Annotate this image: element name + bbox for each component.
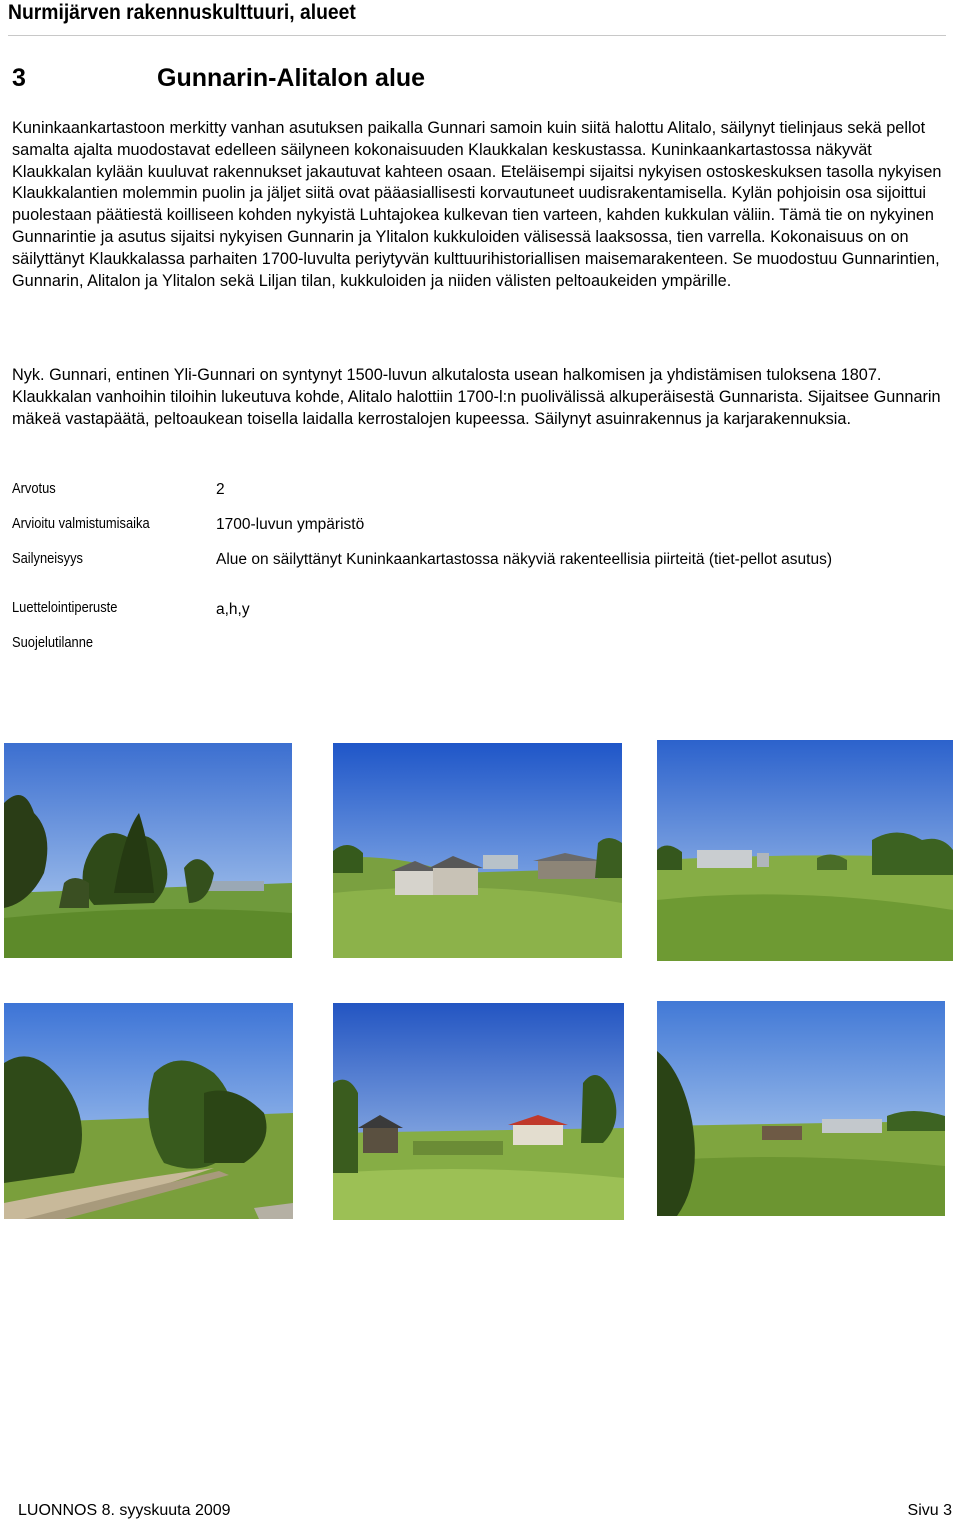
paragraph-text: Kuninkaankartastoon merkitty vanhan asutuksen paikalla Gunnari samoin kuin siitä halottu Alitalo, säilynyt tielinjaus sekä pellot samalta ajalta muodostavat edelleen säilyneen kokonaisuuden Klaukkalan keskustassa. Kuninkaankartastossa näkyvät Klaukkalan kylään kuuluvat rakennukset jakautuvat kahteen osaan. Eteläisempi sijaitsi nykyisen ostoskeskuksen tasolla nykyisen Klaukkalantien molemmin puolin ja jäljet siitä ovat pääasiallisesti korvautuneet uudisrakentamisella. Kylän pohjoisin osa sijoittui puolestaan päätiestä koilliseen kohden nykyistä Luhtajokea kulkevan tien varteen, kahden kukkulan väliin. Tämä tie on nykyinen Gunnarintie ja asutus sijaitsi nykyisen Gunnarin ja Ylitalon kukkuloiden välisessä laaksossa, tien varrella. Kokonaisuus on on säilyttänyt Klaukkalassa parhaiten 1700-luvulta periytyvän kulttuurihistoriallisen maisemarakenteen. Se muodostuu Gunnarintien, Gunnarin, Alitalon ja Ylitalon sekä Liljan tilan, kukkuloiden ja niiden välisten peltoaukeiden ympärille.	[12, 119, 942, 290]
attr-value-luettelointiperuste: a,h,y	[216, 601, 250, 618]
header-divider	[8, 35, 946, 36]
attr-label-valmistumisaika: Arvioitu valmistumisaika	[12, 515, 150, 532]
attr-label-suojelutilanne: Suojelutilanne	[12, 634, 94, 651]
attr-value-arvotus: 2	[216, 481, 225, 498]
section-title: Gunnarin-Alitalon alue	[157, 64, 426, 92]
document-header-title: Nurmijärven rakennuskulttuuri, alueet	[8, 1, 356, 24]
attr-label-sailyneisyys: Sailyneisyys	[12, 550, 83, 567]
attr-value-valmistumisaika: 1700-luvun ympäristö	[216, 516, 365, 533]
attr-label-luettelointiperuste: Luettelointiperuste	[12, 599, 118, 616]
photo-dirt-road	[4, 1003, 293, 1219]
paragraph-text: Nyk. Gunnari, entinen Yli-Gunnari on syntynyt 1500-luvun alkutalosta usean halkomisen ja yhdistämisen tuloksena 1807. Klaukkalan vanhoihin tiloihin lukeutuva kohde, Alitalo halottiin 1700-l:n puolivälissä alkuperäisestä Gunnarista. Sijaitsee Gunnarin mäkeä vastapäätä, peltoaukean toisella laidalla kerrostalojen kupeessa. Säilynyt asuinrakennus ja karjarakennuksia.	[12, 366, 941, 428]
description-paragraph-2	[12, 365, 952, 430]
attr-label-arvotus: Arvotus	[12, 480, 56, 497]
section-number: 3	[12, 64, 26, 92]
description-paragraph-1	[12, 118, 952, 292]
footer-page-number: Sivu 3	[907, 1502, 952, 1519]
photo-meadow-apartments	[657, 740, 953, 961]
photo-field-town	[657, 1001, 945, 1216]
photo-red-roof-house	[333, 1003, 624, 1220]
footer-draft-date: LUONNOS 8. syyskuuta 2009	[18, 1502, 231, 1519]
attr-value-sailyneisyys: Alue on säilyttänyt Kuninkaankartastossa näkyviä rakenteellisia piirteitä (tiet-pellot asutus)	[216, 551, 833, 568]
photo-farm-buildings	[333, 743, 622, 958]
photo-trees-field	[4, 743, 292, 958]
